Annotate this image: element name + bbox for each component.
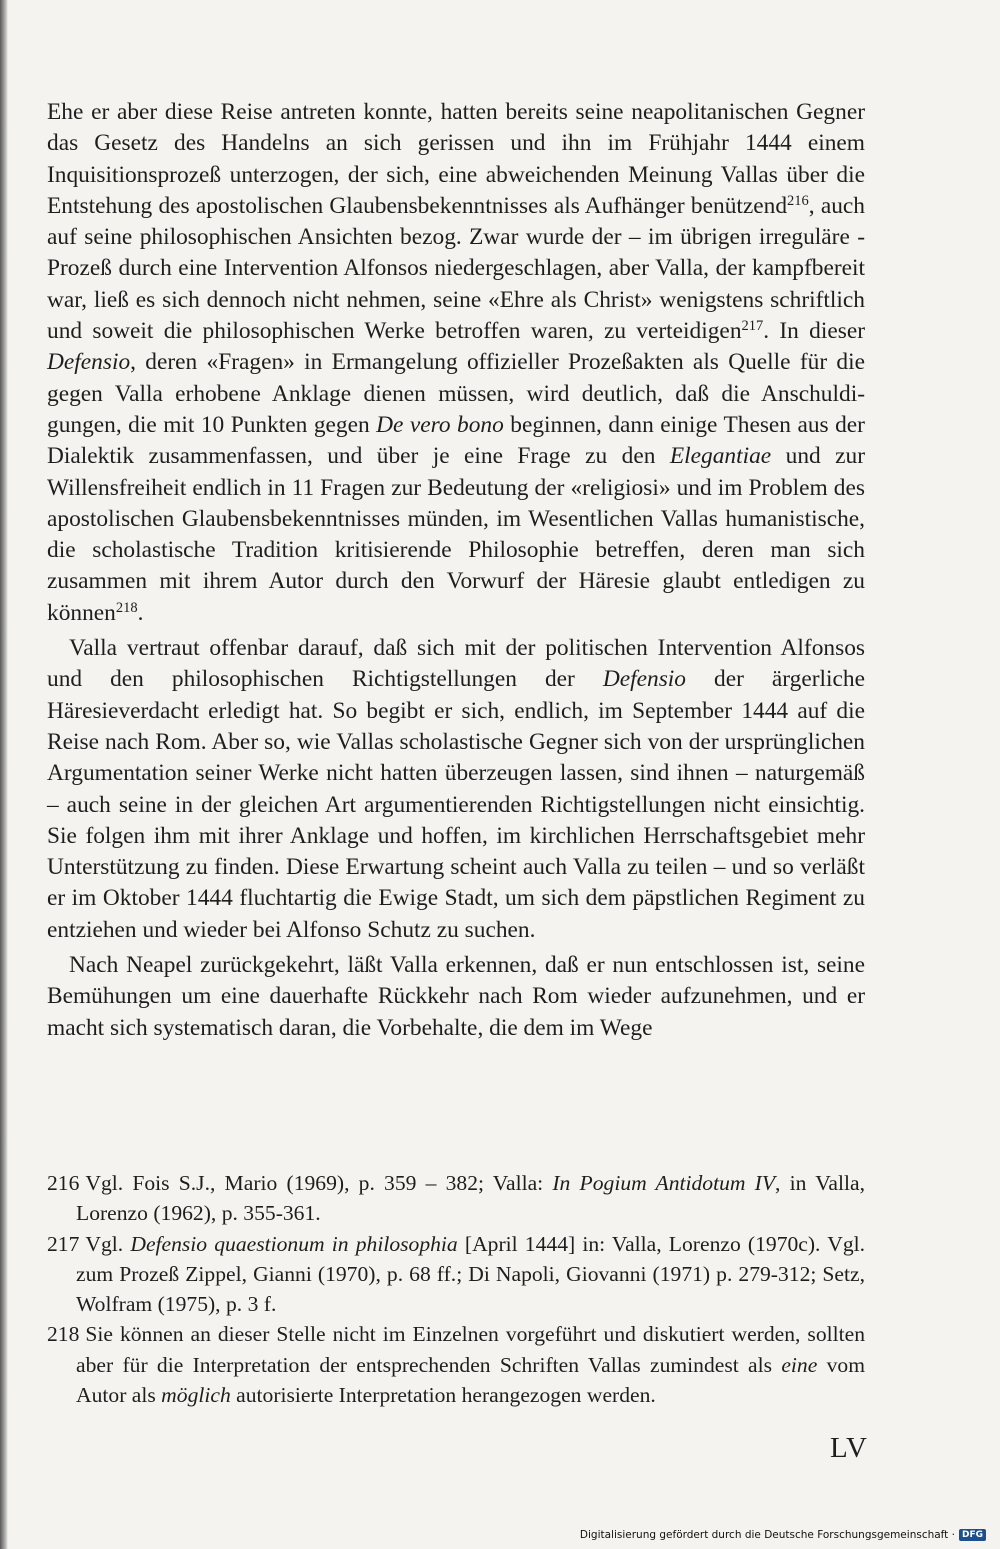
text-run: Valla vertraut offenbar darauf, daß sich mit der politischen Intervention Alfonsos und den philosophischen Richtigstellungen der <box>47 635 865 693</box>
text-run: autorisierte Interpretation herangezogen werden. <box>230 1383 656 1408</box>
italic-title: Defensio <box>602 666 687 693</box>
paragraph-2 <box>47 633 865 946</box>
text-run: Vgl. <box>85 1231 131 1256</box>
text-run: Vgl. Fois S.J., Mario (1969), p. 359 – 382; Valla: <box>85 1171 553 1195</box>
main-text <box>47 97 865 1044</box>
page-binding-edge <box>0 0 8 1549</box>
text-run: vom Autor als <box>76 1352 865 1408</box>
italic-title: Defensio <box>47 349 131 376</box>
italic-word: möglich <box>161 1383 231 1408</box>
paragraph-1 <box>47 97 865 629</box>
paragraph-3 <box>47 950 865 1044</box>
footnote-number: 218 <box>47 1322 80 1347</box>
italic-title: De vero bono <box>376 411 504 438</box>
italic-title: In Pogium Antidotum IV <box>552 1171 776 1195</box>
italic-title: Defensio quaestionum in philosophia <box>130 1231 458 1256</box>
footnote-number: 217 <box>47 1231 80 1256</box>
italic-title: Elegantiae <box>669 443 772 470</box>
text-run: [April 1444] in: Valla, Lorenzo (1970c). Vgl. zum Prozeß Zippel, Gianni (1970), p. 68 ff.; Di Napoli, Giovanni (1971) p. 279-312; Setz, Wolfram (1975), p. 3 f. <box>76 1231 866 1317</box>
dfg-logo-icon: DFG <box>959 1529 986 1541</box>
text-run: , in Valla, Lorenzo (1962), p. 355-361. <box>76 1171 865 1226</box>
page-number: LV <box>830 1432 868 1464</box>
footnote-ref-216: 216 <box>787 192 809 209</box>
footnote-ref-218: 218 <box>115 599 138 616</box>
text-run: Sie können an dieser Stelle nicht im Einzelnen vorgeführt und diskutiert werden, sollten aber für die Interpretation der entsprechenden Schriften Vallas zumindest als <box>76 1322 865 1377</box>
text-run: , deren «Fragen» in Ermangelung offizieller Prozeßakten als Quelle für die gegen Valla erhobene Anklage dienen müssen, wird deutlich, daß die Anschuldigungen, die mit 10 Punkten gegen <box>47 349 865 438</box>
text-run: . In dieser <box>763 318 865 345</box>
footnotes <box>47 1168 865 1410</box>
footnote-217 <box>47 1229 865 1320</box>
text-run: der ärgerliche Häresieverdacht erledigt hat. So begibt er sich, endlich, im September 1444 auf die Reise nach Rom. Aber so, wie Vallas scholastische Gegner sich von der ursprünglichen Argumentation seiner Werke nicht hatten überzeugen lassen, sind ihnen – naturgemäß – auch seine in der gleichen Art argumentierenden Richtigstellungen nicht einsichtig. Sie folgen ihm mit ihrer Anklage und hoffen, im kirchlichen Herrschaftsgebiet mehr Unterstützung zu finden. Diese Erwartung scheint auch Valla zu teilen – und so verläßt er im Oktober 1444 fluchtartig die Ewige Stadt, um sich dem päpstlichen Regiment zu entziehen und wieder bei Alfonso Schutz zu suchen. <box>47 666 865 943</box>
footnote-218 <box>47 1319 865 1410</box>
digitization-credit <box>580 1529 986 1541</box>
credit-text: Digitalisierung gefördert durch die Deutsche Forschungsgemeinschaft · <box>579 1529 955 1541</box>
text-run: Nach Neapel zurückgekehrt, läßt Valla erkennen, daß er nun entschlossen ist, seine Bemühungen um eine dauerhafte Rückkehr nach Rom wieder aufzunehmen, und er macht sich systematisch daran, die Vorbehalte, die dem im Wege <box>47 952 865 1041</box>
footnote-number: 216 <box>47 1171 80 1195</box>
text-run: Ehe er aber diese Reise antreten konnte, hatten bereits seine neapolitanischen Gegner das Gesetz des Handelns an sich gerissen und ihn im Frühjahr 1444 einem Inquisitionsprozeß unterzogen, der sich, eine abweichenden Meinung Vallas über die Entstehung des apostolischen Glaubensbekenntnisses als Aufhänger benützend <box>47 99 865 219</box>
footnote-216 <box>47 1168 865 1229</box>
text-run: und zur Willensfreiheit endlich in 11 Fragen zur Bedeutung der «religiosi» und im Problem des apostolischen Glaubensbekenntnisses münden, im Wesentlichen Vallas humanistische, die scholastische Tradition kritisierende Philosophie betreffen, deren man sich zusammen mit ihrem Autor durch den Vorwurf der Häresie glaubt entledigen zu können <box>47 443 866 626</box>
footnote-ref-217: 217 <box>741 318 764 335</box>
text-run: , auch auf seine philosophischen Ansichten bezog. Zwar wurde der – im übrigen irreguläre - Prozeß durch eine Intervention Alfonsos niedergeschlagen, aber Valla, der kampfbereit war, ließ es sich dennoch nicht nehmen, seine «Ehre als Christ» wenigstens schriftlich und soweit die philosophischen Werke betroffen waren, zu verteidigen <box>47 192 865 345</box>
text-run: . <box>137 599 144 626</box>
text-run: beginnen, dann einige Thesen aus der Dialektik zusammenfassen, und über je eine Frage zu den <box>47 411 865 470</box>
italic-word: eine <box>781 1352 818 1377</box>
